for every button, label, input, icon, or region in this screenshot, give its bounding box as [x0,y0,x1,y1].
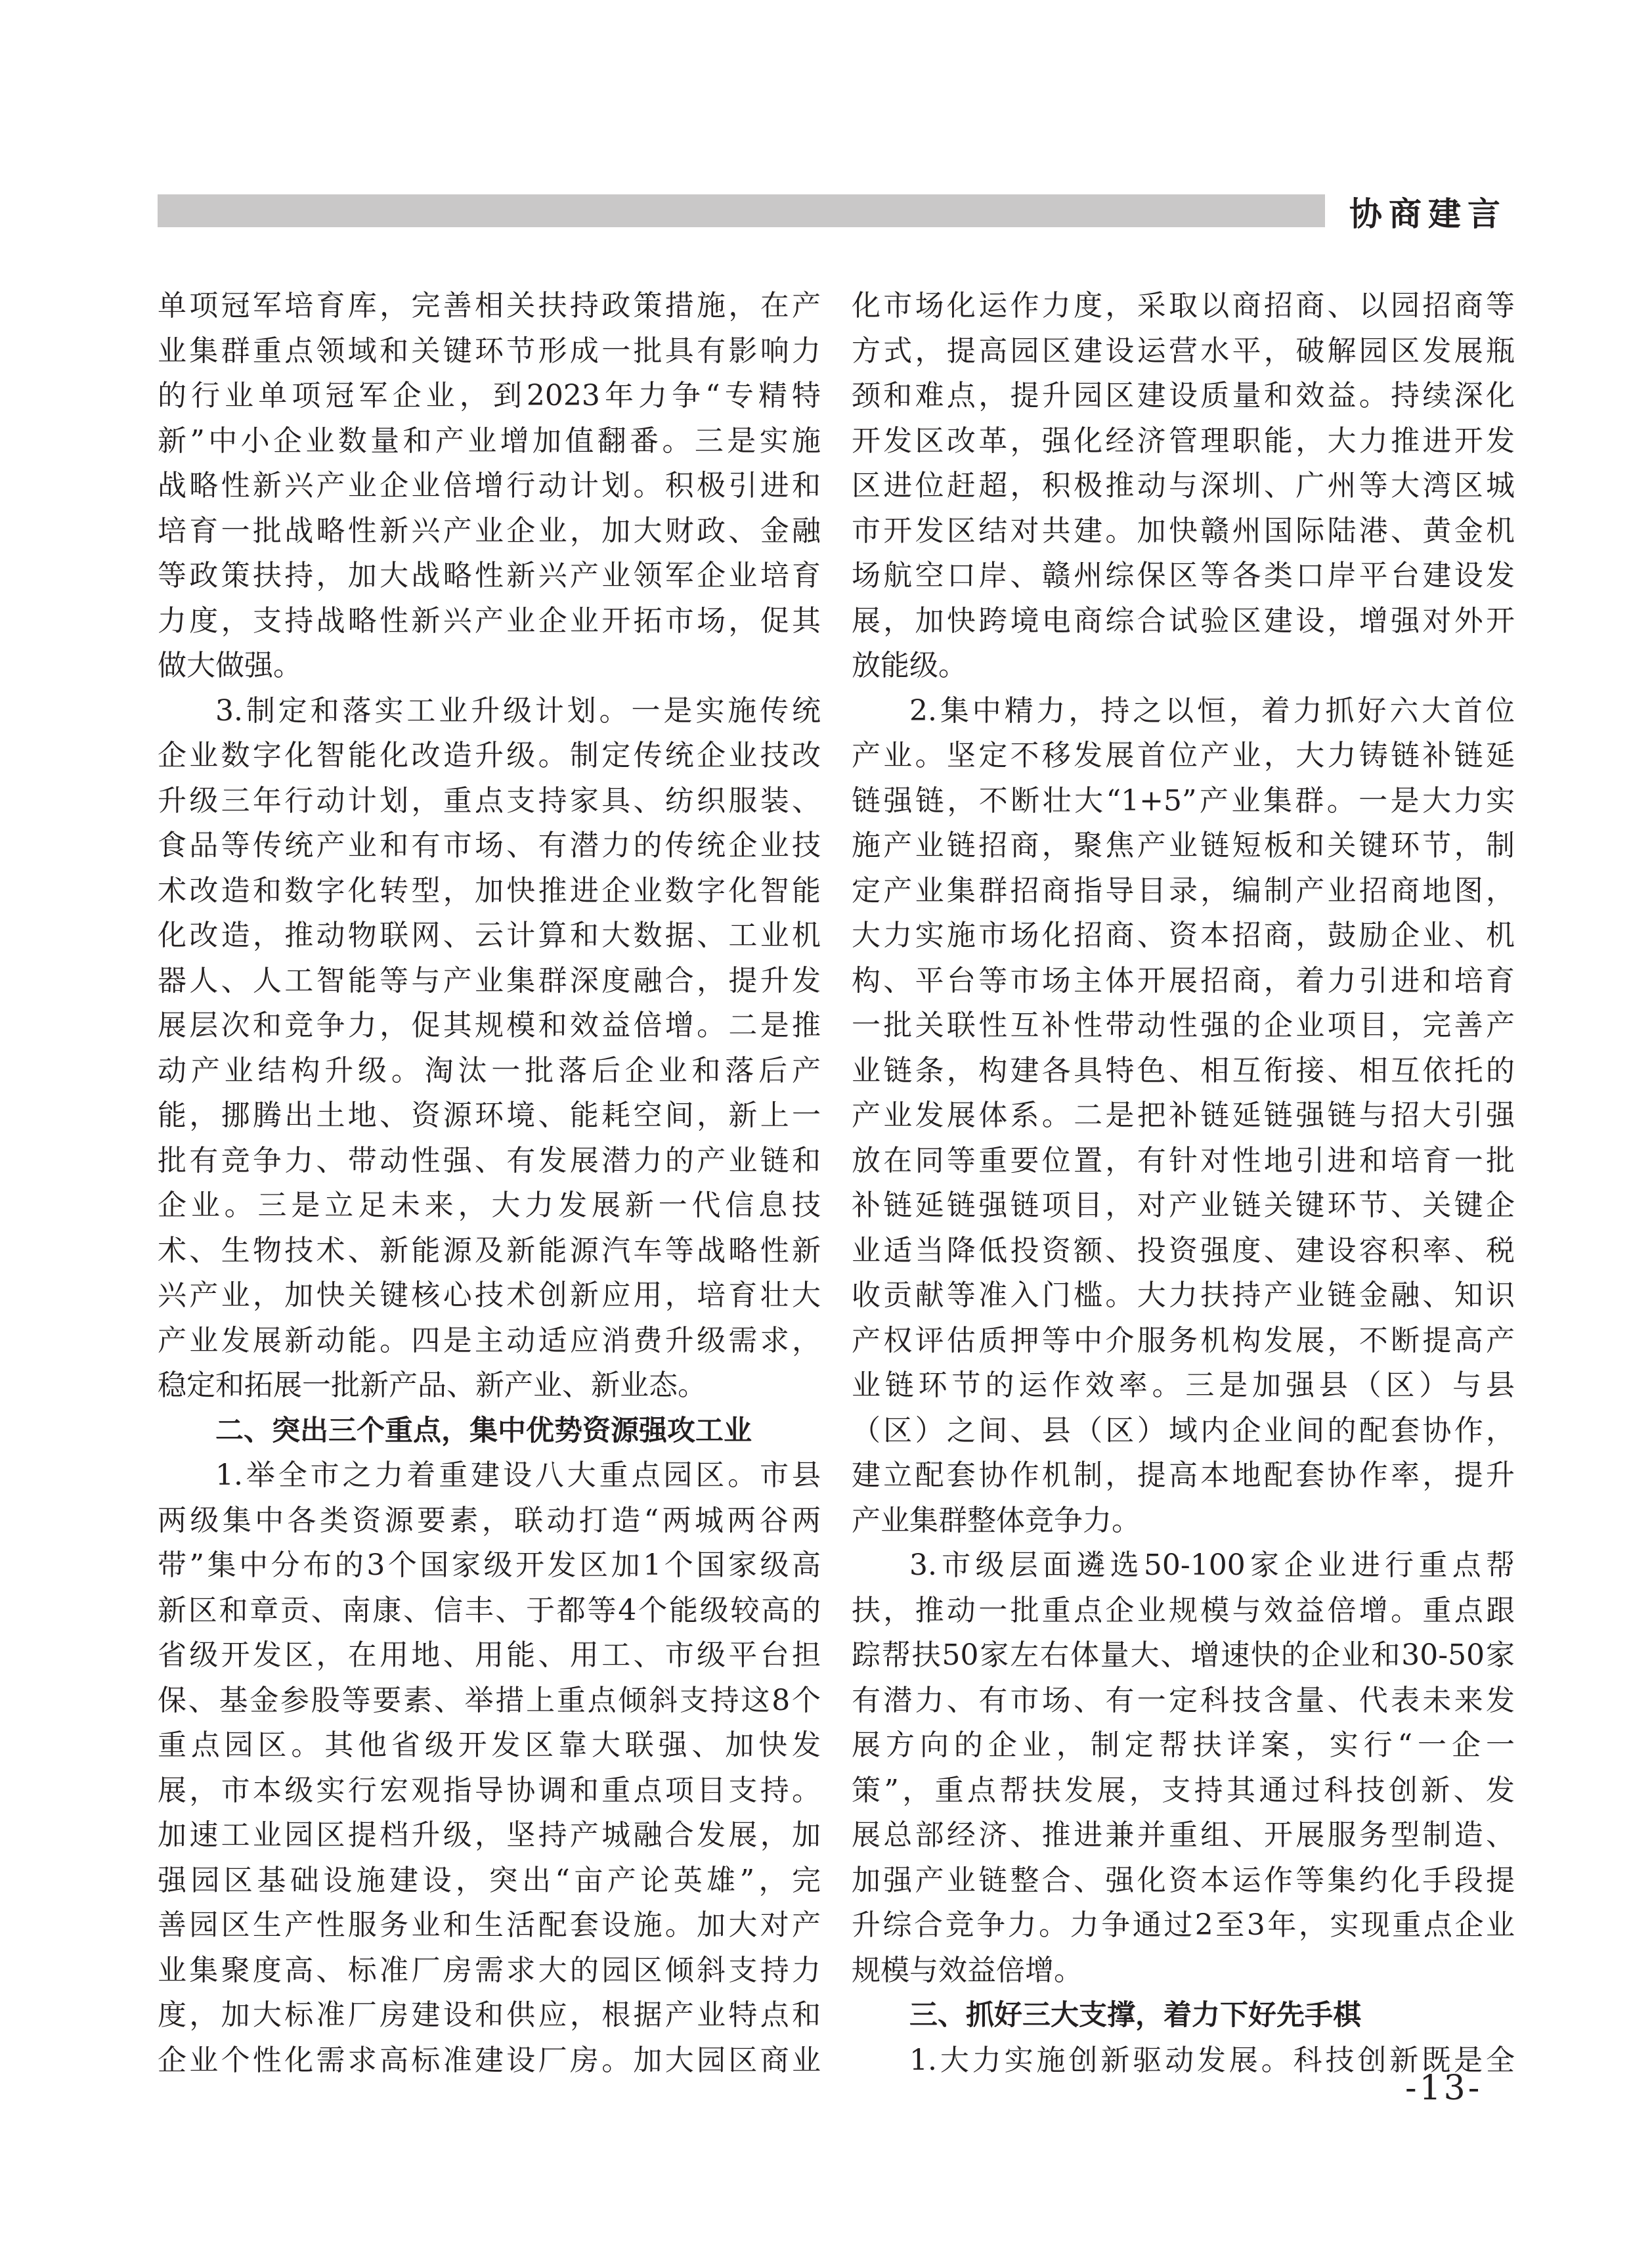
text-line: 力度，支持战略性新兴产业企业开拓市场，促其 [158,603,821,638]
text-line: 带”集中分布的3个国家级开发区加1个国家级高 [158,1548,821,1582]
text-line: 的行业单项冠军企业，到2023年力争“专精特 [158,379,821,412]
text-line: 加速工业园区提档升级，坚持产城融合发展，加 [158,1818,821,1852]
text-line: 战略性新兴产业企业倍增行动计划。积极引进和 [158,469,821,502]
text-line: 培育一批战略性新兴产业企业，加大财政、金融 [158,514,821,548]
text-line: 构、平台等市场主体开展招商，着力引进和培育 [852,963,1515,997]
text-line: 度，加大标准厂房建设和供应，根据产业特点和 [158,1998,821,2032]
text-line: 展，市本级实行宏观指导协调和重点项目支持。 [158,1773,821,1807]
text-line: 2.集中精力，持之以恒，着力抓好六大首位 [909,693,1515,728]
text-line: 3.市级层面遴选50-100家企业进行重点帮 [909,1548,1515,1582]
text-line: 链强链，不断壮大“1+5”产业集群。一是大力实 [852,783,1515,818]
text-line: 做大做强。 [158,649,302,682]
text-line: 产业发展体系。二是把补链延链强链与招大引强 [852,1099,1515,1132]
text-line: 有潜力、有市场、有一定科技含量、代表未来发 [852,1683,1515,1717]
section-label: 协商建言 [1349,194,1507,233]
text-line: 方式，提高园区建设运营水平，破解园区发展瓶 [852,334,1515,368]
right-column [852,284,1515,2083]
text-line: 省级开发区，在用地、用能、用工、市级平台担 [158,1638,821,1672]
text-line: 产业。坚定不移发展首位产业，大力铸链补链延 [852,739,1515,772]
text-line: 展，加快跨境电商综合试验区建设，增强对外开 [852,603,1515,638]
text-line: 等政策扶持，加大战略性新兴产业领军企业培育 [158,559,821,592]
text-line: 1.举全市之力着重建设八大重点园区。市县 [215,1458,821,1492]
text-line: 展方向的企业，制定帮扶详案，实行“一企一 [852,1728,1515,1762]
text-line: 加强产业链整合、强化资本运作等集约化手段提 [852,1863,1515,1897]
text-line: 器人、人工智能等与产业集群深度融合，提升发 [158,963,821,997]
text-line: 两级集中各类资源要素，联动打造“两城两谷两 [158,1503,821,1537]
text-line: 放在同等重要位置，有针对性地引进和培育一批 [852,1143,1515,1177]
text-line: 企业。三是立足未来，大力发展新一代信息技 [158,1189,821,1222]
text-line: 重点园区。其他省级开发区靠大联强、加快发 [158,1728,821,1762]
text-line: 动产业结构升级。淘汰一批落后企业和落后产 [158,1053,821,1087]
text-line: 策”，重点帮扶发展，支持其通过科技创新、发 [852,1773,1515,1807]
text-line: 业链条，构建各具特色、相互衔接、相互依托的 [852,1053,1515,1087]
text-line: 强园区基础设施建设，突出“亩产论英雄”，完 [158,1863,821,1897]
text-line: 升综合竞争力。力争通过2至3年，实现重点企业 [852,1908,1515,1942]
text-line: 踪帮扶50家左右体量大、增速快的企业和30-50家 [852,1638,1515,1672]
text-line: 一批关联性互补性带动性强的企业项目，完善产 [852,1009,1515,1042]
text-line: 业链环节的运作效率。三是加强县（区）与县 [852,1369,1515,1402]
text-line: 术改造和数字化转型，加快推进企业数字化智能 [158,873,821,908]
text-line: 产业集群整体竞争力。 [852,1503,1141,1537]
text-line: 产业发展新动能。四是主动适应消费升级需求， [158,1323,821,1357]
text-line: 3.制定和落实工业升级计划。一是实施传统 [215,693,821,728]
text-line: 放能级。 [852,649,967,682]
text-line: 兴产业，加快关键核心技术创新应用，培育壮大 [158,1279,821,1312]
text-line: 新区和章贡、南康、信丰、于都等4个能级较高的 [158,1593,821,1627]
text-line: 补链延链强链项目，对产业链关键环节、关键企 [852,1189,1515,1222]
text-line: 化市场化运作力度，采取以商招商、以园招商等 [852,289,1515,322]
text-line: 能，挪腾出土地、资源环境、能耗空间，新上一 [158,1099,821,1132]
text-line: 单项冠军培育库，完善相关扶持政策措施，在产 [158,289,821,322]
text-line: 规模与效益倍增。 [852,1953,1083,1987]
text-line: 业适当降低投资额、投资强度、建设容积率、税 [852,1233,1515,1267]
text-line: 企业个性化需求高标准建设厂房。加大园区商业 [158,2043,821,2077]
header-bar [158,194,1325,227]
text-line: 食品等传统产业和有市场、有潜力的传统企业技 [158,829,821,862]
page-number: -13- [1405,2069,1483,2108]
text-line: 产权评估质押等中介服务机构发展，不断提高产 [852,1323,1515,1357]
text-line: 善园区生产性服务业和生活配套设施。加大对产 [158,1908,821,1942]
text-line: 展总部经济、推进兼并重组、开展服务型制造、 [852,1818,1515,1852]
text-line: 批有竞争力、带动性强、有发展潜力的产业链和 [158,1143,821,1177]
text-line: 1.大力实施创新驱动发展。科技创新既是全 [909,2043,1515,2077]
text-line: 化改造，推动物联网、云计算和大数据、工业机 [158,919,821,952]
text-line: 升级三年行动计划，重点支持家具、纺织服装、 [158,783,821,818]
text-line: 场航空口岸、赣州综保区等各类口岸平台建设发 [852,559,1515,592]
text-line: 市开发区结对共建。加快赣州国际陆港、黄金机 [852,514,1515,548]
text-line: 收贡献等准入门槛。大力扶持产业链金融、知识 [852,1279,1515,1312]
text-line: 定产业集群招商指导目录，编制产业招商地图， [852,873,1515,908]
text-line: 扶，推动一批重点企业规模与效益倍增。重点跟 [852,1593,1515,1627]
text-line: 保、基金参股等要素、举措上重点倾斜支持这8个 [158,1683,821,1717]
text-line: 建立配套协作机制，提高本地配套协作率，提升 [852,1458,1515,1492]
text-line: 展层次和竞争力，促其规模和效益倍增。二是推 [158,1009,821,1042]
text-line: 业集群重点领域和关键环节形成一批具有影响力 [158,334,821,368]
text-line: 大力实施市场化招商、资本招商，鼓励企业、机 [852,919,1515,952]
text-line: 施产业链招商，聚焦产业链短板和关键环节，制 [852,829,1515,862]
text-line: 颈和难点，提升园区建设质量和效益。持续深化 [852,379,1515,412]
section-heading: 三、抓好三大支撑，着力下好先手棋 [909,1999,1361,2032]
left-column [158,284,821,2083]
text-line: 企业数字化智能化改造升级。制定传统企业技改 [158,739,821,772]
text-line: （区）之间、县（区）域内企业间的配套协作， [852,1413,1515,1447]
section-heading: 二、突出三个重点，集中优势资源强攻工业 [215,1414,752,1447]
text-line: 新”中小企业数量和产业增加值翻番。三是实施 [158,424,821,458]
text-line: 术、生物技术、新能源及新能源汽车等战略性新 [158,1233,821,1267]
text-line: 开发区改革，强化经济管理职能，大力推进开发 [852,424,1515,458]
text-line: 稳定和拓展一批新产品、新产业、新业态。 [158,1369,706,1402]
text-line: 业集聚度高、标准厂房需求大的园区倾斜支持力 [158,1953,821,1987]
text-line: 区进位赶超，积极推动与深圳、广州等大湾区城 [852,469,1515,502]
